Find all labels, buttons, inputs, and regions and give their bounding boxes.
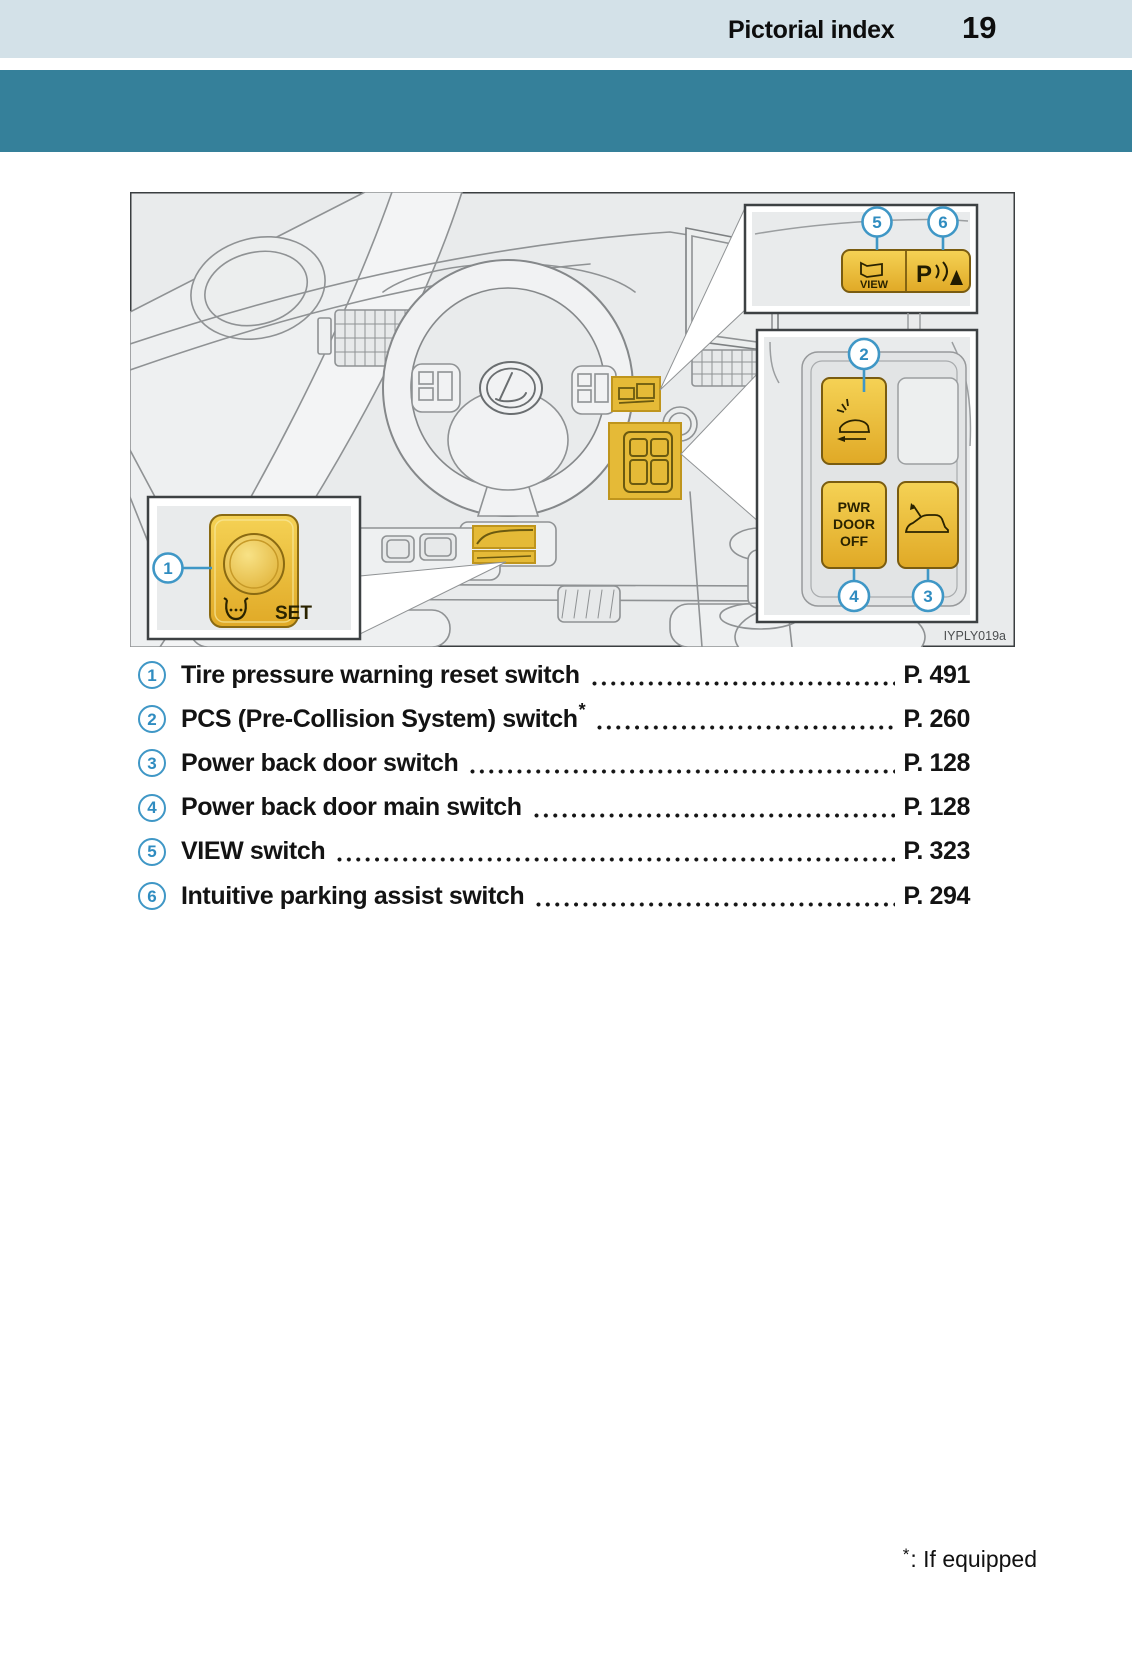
item-number-badge bbox=[138, 749, 166, 777]
item-number-badge bbox=[138, 838, 166, 866]
inset-switch-panel bbox=[757, 330, 977, 622]
callout-5-number: 5 bbox=[872, 213, 882, 232]
callout-6-number: 6 bbox=[938, 213, 948, 232]
item-label: Power back door switch bbox=[181, 748, 459, 777]
power-back-door-button bbox=[898, 482, 958, 568]
item-number: 6 bbox=[147, 886, 157, 906]
parking-button-letter: P bbox=[916, 261, 933, 288]
cockpit-illustration bbox=[130, 192, 1015, 647]
footnote-text: : If equipped bbox=[910, 1546, 1037, 1572]
dotted-leader bbox=[532, 813, 896, 818]
item-page-ref: P. 260 bbox=[903, 704, 970, 733]
index-row bbox=[138, 653, 970, 697]
dotted-leader bbox=[590, 681, 896, 686]
item-label: Power back door main switch bbox=[181, 793, 522, 822]
cockpit-illustration-svg bbox=[130, 192, 1015, 647]
item-number: 5 bbox=[147, 842, 157, 862]
chapter-color-band bbox=[0, 70, 1132, 152]
item-number-badge bbox=[138, 794, 166, 822]
dotted-leader bbox=[534, 902, 895, 907]
footnote bbox=[903, 1546, 1037, 1573]
callout-3-number: 3 bbox=[923, 587, 933, 606]
highlight-switch-panel bbox=[609, 423, 681, 499]
callout-2-number: 2 bbox=[859, 345, 869, 364]
item-number: 1 bbox=[147, 665, 157, 685]
dotted-leader bbox=[335, 857, 895, 862]
pwr-label-line2: DOOR bbox=[833, 516, 875, 532]
item-page-ref: P. 491 bbox=[903, 660, 970, 689]
item-number-badge bbox=[138, 882, 166, 910]
item-label: Tire pressure warning reset switch bbox=[181, 660, 580, 689]
item-page-ref: P. 294 bbox=[903, 881, 970, 910]
footnote-asterisk: * bbox=[902, 1545, 910, 1564]
item-page-ref: P. 128 bbox=[903, 793, 970, 822]
set-button-label: SET bbox=[275, 603, 312, 624]
callout-1-number: 1 bbox=[163, 559, 173, 578]
callout-4-number: 4 bbox=[849, 587, 859, 606]
dotted-leader bbox=[595, 725, 896, 730]
item-number: 2 bbox=[147, 709, 157, 729]
pwr-label-line3: OFF bbox=[840, 533, 868, 549]
dotted-leader bbox=[468, 769, 895, 774]
item-page-ref: P. 323 bbox=[903, 837, 970, 866]
index-row bbox=[138, 874, 970, 918]
item-label: PCS (Pre-Collision System) switch bbox=[181, 704, 578, 733]
item-number: 3 bbox=[147, 753, 157, 773]
view-button-label: VIEW bbox=[859, 279, 889, 291]
highlight-tire-pressure-switch bbox=[473, 526, 535, 563]
index-row bbox=[138, 741, 970, 785]
index-row bbox=[138, 786, 970, 830]
item-number-badge bbox=[138, 705, 166, 733]
index-row bbox=[138, 830, 970, 874]
item-number: 4 bbox=[147, 798, 157, 818]
pwr-label-line1: PWR bbox=[837, 499, 871, 515]
blank-switch-slot bbox=[898, 378, 958, 464]
item-asterisk: * bbox=[578, 699, 586, 720]
index-list bbox=[138, 653, 970, 918]
item-number-badge bbox=[138, 661, 166, 689]
inset-view-parking bbox=[745, 205, 977, 313]
item-page-ref: P. 128 bbox=[903, 748, 970, 777]
figure-code: IYPLY019a bbox=[943, 629, 1006, 643]
item-label: Intuitive parking assist switch bbox=[181, 881, 525, 910]
page-number: 19 bbox=[962, 10, 997, 45]
index-row bbox=[138, 697, 970, 741]
highlight-view-parking-switches bbox=[612, 377, 660, 411]
item-label: VIEW switch bbox=[181, 837, 326, 866]
section-title: Pictorial index bbox=[728, 16, 895, 44]
